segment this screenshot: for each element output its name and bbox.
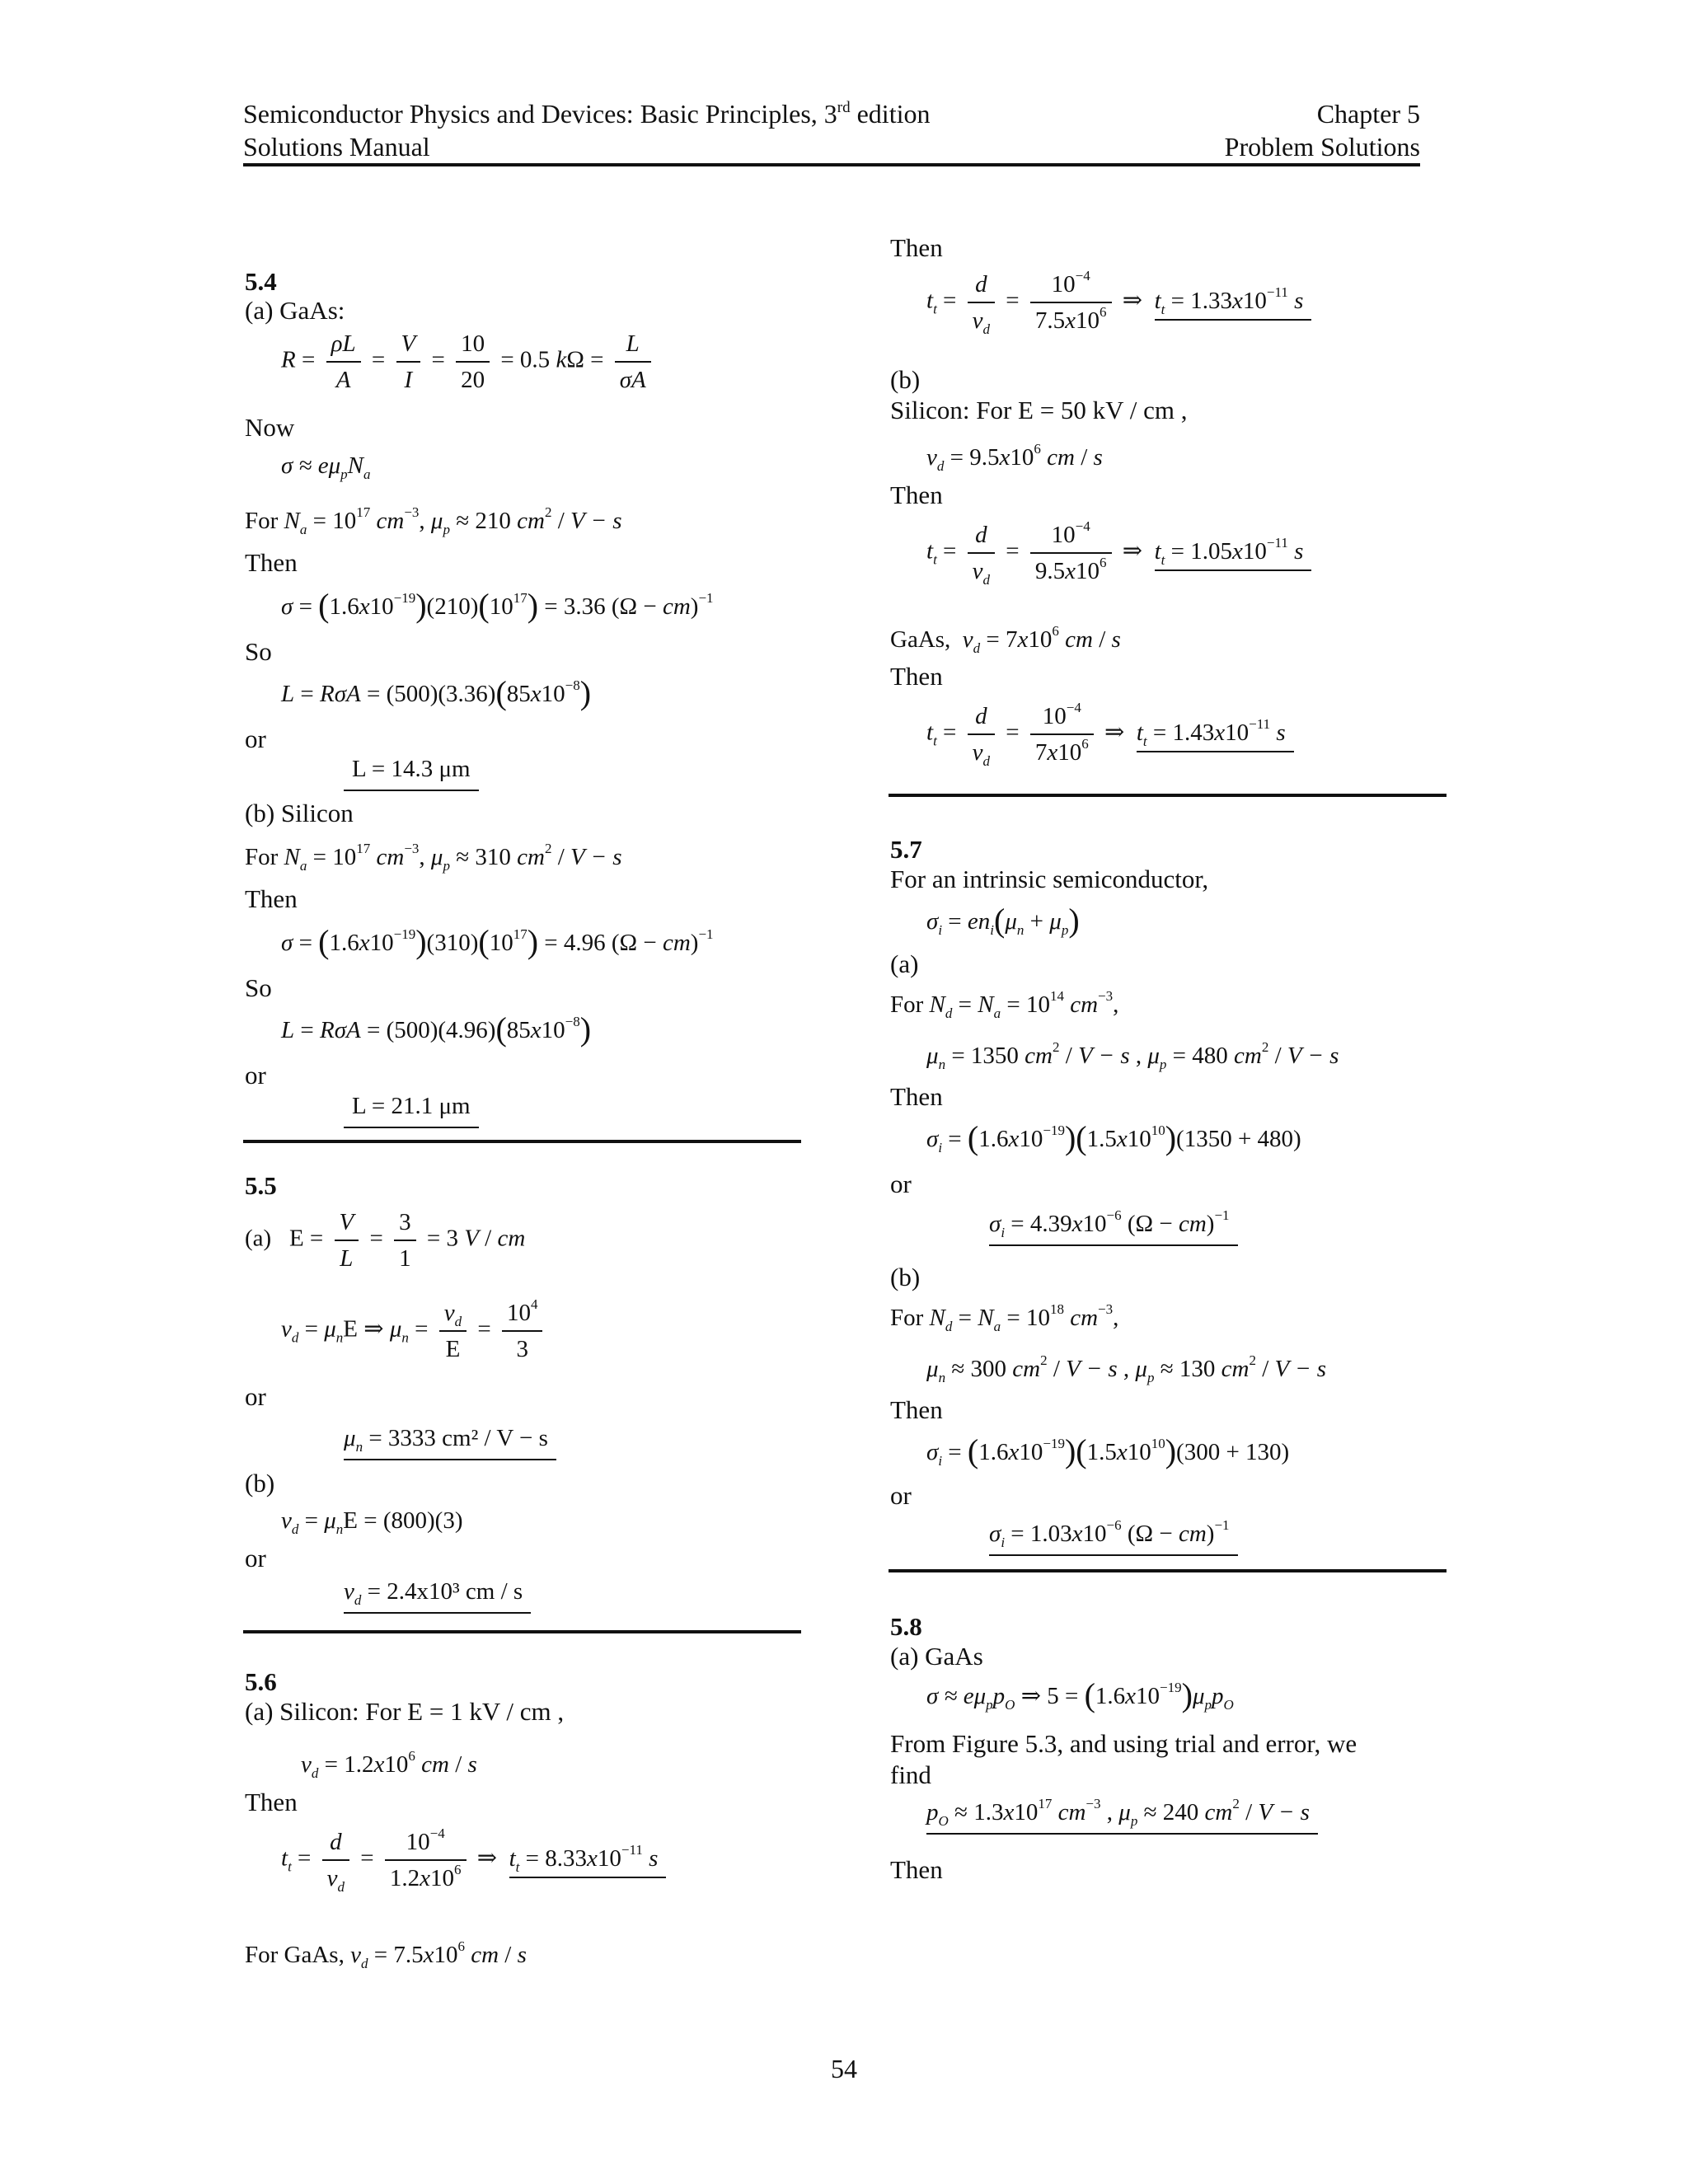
problem-5-8a-label: (a) GaAs: [890, 1642, 983, 1671]
word-or: or: [245, 1382, 266, 1411]
label-b: (b): [245, 1469, 275, 1497]
problem-5-6-number: 5.6: [245, 1667, 277, 1696]
equation-transit-gaas-5-6b: $t_t$ = $\frac{d}{v_d}$ = $\frac{10^{-4}}{7x10^6}$ ⇒ $t_t = 1.43x10^{-11}$ s: [926, 702, 1294, 766]
label-b: (b): [890, 365, 921, 394]
equation-5-7a-doping: For $N_d = N_a = 10^{14}$ $cm^{-3}$,: [890, 988, 1119, 1021]
chapter-label: Chapter 5: [1316, 99, 1420, 129]
word-or: or: [890, 1481, 912, 1510]
problem-5-8-number: 5.8: [890, 1612, 922, 1641]
equation-gaas-velocity: For GaAs, $v_d = 7.5x10^6$ cm / s: [245, 1938, 527, 1971]
word-now: Now: [245, 413, 295, 442]
section-rule: [243, 1630, 801, 1633]
result-length-5-4b: L = 21.1 μm: [344, 1090, 479, 1128]
word-then: Then: [890, 233, 943, 262]
section-rule: [889, 1569, 1447, 1572]
equation-5-4b-conditions: For $N_a = 10^{17}$ $cm^{-3}$, $\mu_p \approx 310$ $cm^2 / V - s$: [245, 841, 622, 874]
result-5-8-concentration: $p_O \approx 1.3x10^{17}$ $cm^{-3}$ , $\mu_p \approx 240$ $cm^2 / V - s$: [926, 1797, 1318, 1835]
problem-5-7-intro: For an intrinsic semiconductor,: [890, 865, 1209, 893]
label-b: (b): [890, 1263, 921, 1291]
equation-sigma-5-7b: $\sigma_i = (1.6x10^{-19})(1.5x10^{10})(300 + 130)$: [926, 1432, 1290, 1469]
section-rule: [889, 794, 1447, 797]
equation-mobility-5-5: $v_d = \mu_nE$ ⇒ $\mu_n$ = $\frac{v_d}{E}$ = $\frac{10^4}{3}$: [281, 1299, 547, 1363]
equation-sigma-approx: $\sigma \approx e\mu_pN_a$: [281, 452, 371, 482]
word-or: or: [890, 1169, 912, 1198]
word-then: Then: [890, 1855, 943, 1884]
section-label: Problem Solutions: [1224, 132, 1420, 162]
book-title: Semiconductor Physics and Devices: Basic Principles, 3rd edition: [243, 99, 931, 129]
result-mobility-5-5: $\mu_n = 3333$ cm² / V − s: [344, 1422, 556, 1460]
word-then: Then: [245, 884, 298, 913]
equation-velocity-5-6b: $v_d = 9.5x10^6$ cm / s: [926, 441, 1103, 474]
equation-transit-5-6a: $t_t$ = $\frac{d}{v_d}$ = $\frac{10^{-4}}{1.2x10^6}$ ⇒ $t_t = 8.33x10^{-11}$ s: [281, 1828, 666, 1892]
result-velocity-5-5: $v_d = 2.4x10^3$ cm / s: [344, 1576, 531, 1614]
word-or: or: [245, 1061, 266, 1090]
word-then: Then: [245, 1788, 298, 1816]
equation-sigma-5-7a: $\sigma_i = (1.6x10^{-19})(1.5x10^{10})(1350 + 480)$: [926, 1119, 1301, 1156]
equation-length-5-4a: $L = R\sigma A = (500)(3.36)(85x10^{-8})$: [281, 674, 592, 711]
header-rule: [243, 163, 1420, 166]
problem-5-4a-label: (a) GaAs:: [245, 296, 345, 325]
problem-5-8-text-2: find: [890, 1760, 931, 1789]
problem-5-4-number: 5.4: [245, 267, 277, 296]
problem-5-8-text-1: From Figure 5.3, and using trial and error, we: [890, 1729, 1357, 1758]
word-so: So: [245, 637, 272, 666]
header-left: [243, 97, 930, 163]
equation-5-7b-mobilities: $\mu_n \approx 300$ $cm^2 / V - s$ , $\mu_p \approx 130$ $cm^2 / V - s$: [926, 1352, 1327, 1385]
header-right: [1225, 97, 1420, 163]
equation-transit-silicon-5-6b: $t_t$ = $\frac{d}{v_d}$ = $\frac{10^{-4}}{9.5x10^6}$ ⇒ $t_t = 1.05x10^{-11}$ s: [926, 521, 1311, 585]
problem-5-6b-label: Silicon: For E = 50 kV / cm ,: [890, 396, 1188, 424]
problem-5-4b-label: (b) Silicon: [245, 799, 354, 827]
word-then: Then: [890, 1082, 943, 1111]
equation-5-7a-mobilities: $\mu_n = 1350$ $cm^2 / V - s$ , $\mu_p = 480$ $cm^2 / V - s$: [926, 1039, 1339, 1072]
equation-sigma-5-4b: $\sigma = (1.6x10^{-19})(310)(10^{17}) = 4.96$ (Ω − cm)$^{-1}$: [281, 923, 714, 960]
word-so: So: [245, 973, 272, 1002]
result-sigma-5-7b: $\sigma_i = 1.03x10^{-6}$ (Ω − cm)$^{-1}$: [989, 1518, 1238, 1556]
equation-velocity-5-5: $v_d = \mu_nE = (800)(3)$: [281, 1507, 463, 1537]
equation-gaas-velocity-5-6b: GaAs, $v_d = 7x10^6$ cm / s: [890, 623, 1121, 656]
word-then: Then: [890, 1395, 943, 1424]
page-number: 54: [831, 2054, 857, 2083]
equation-5-7b-doping: For $N_d = N_a = 10^{18}$ $cm^{-3}$,: [890, 1301, 1119, 1334]
equation-conductivity-5-8: $\sigma \approx e\mu_pp_O$ ⇒ $5 = (1.6x10^{-19})\mu_pp_O$: [926, 1676, 1234, 1713]
word-then: Then: [890, 480, 943, 509]
word-or: or: [245, 724, 266, 753]
section-rule: [243, 1140, 801, 1143]
equation-sigma-5-4a: $\sigma = (1.6x10^{-19})(210)(10^{17}) = 3.36$ (Ω − cm)$^{-1}$: [281, 587, 714, 624]
word-or: or: [245, 1544, 266, 1572]
equation-intrinsic-conductivity: $\sigma_i = en_i(\mu_n + \mu_p)$: [926, 902, 1080, 939]
problem-5-7-number: 5.7: [890, 835, 922, 864]
equation-length-5-4b: $L = R\sigma A = (500)(4.96)(85x10^{-8})$: [281, 1010, 592, 1047]
equation-velocity-5-6a: $v_d = 1.2x10^6$ cm / s: [301, 1748, 477, 1781]
label-a: (a): [890, 949, 919, 978]
equation-transit-gaas-5-6a: $t_t$ = $\frac{d}{v_d}$ = $\frac{10^{-4}}{7.5x10^6}$ ⇒ $t_t = 1.33x10^{-11}$ s: [926, 270, 1311, 335]
word-then: Then: [890, 662, 943, 691]
equation-5-4a-conditions: For $N_a = 10^{17}$ $cm^{-3}$, $\mu_p \approx 210$ $cm^2 / V - s$: [245, 504, 622, 537]
equation-resistance: R = $\frac{\rho L}{A}$ = $\frac{V}{I}$ = $\frac{10}{20}$ = 0.5 kΩ = $\frac{L}{\sigma A}$: [281, 330, 656, 394]
result-length-5-4a: L = 14.3 μm: [344, 753, 479, 791]
equation-field-5-5: (a) E = $\frac{V}{L}$ = $\frac{3}{1}$ = 3 V / cm: [245, 1209, 526, 1272]
manual-subtitle: Solutions Manual: [243, 132, 430, 162]
result-sigma-5-7a: $\sigma_i = 4.39x10^{-6}$ (Ω − cm)$^{-1}$: [989, 1208, 1238, 1246]
word-then: Then: [245, 548, 298, 577]
problem-5-5-number: 5.5: [245, 1171, 277, 1200]
problem-5-6a-label: (a) Silicon: For E = 1 kV / cm ,: [245, 1697, 565, 1726]
